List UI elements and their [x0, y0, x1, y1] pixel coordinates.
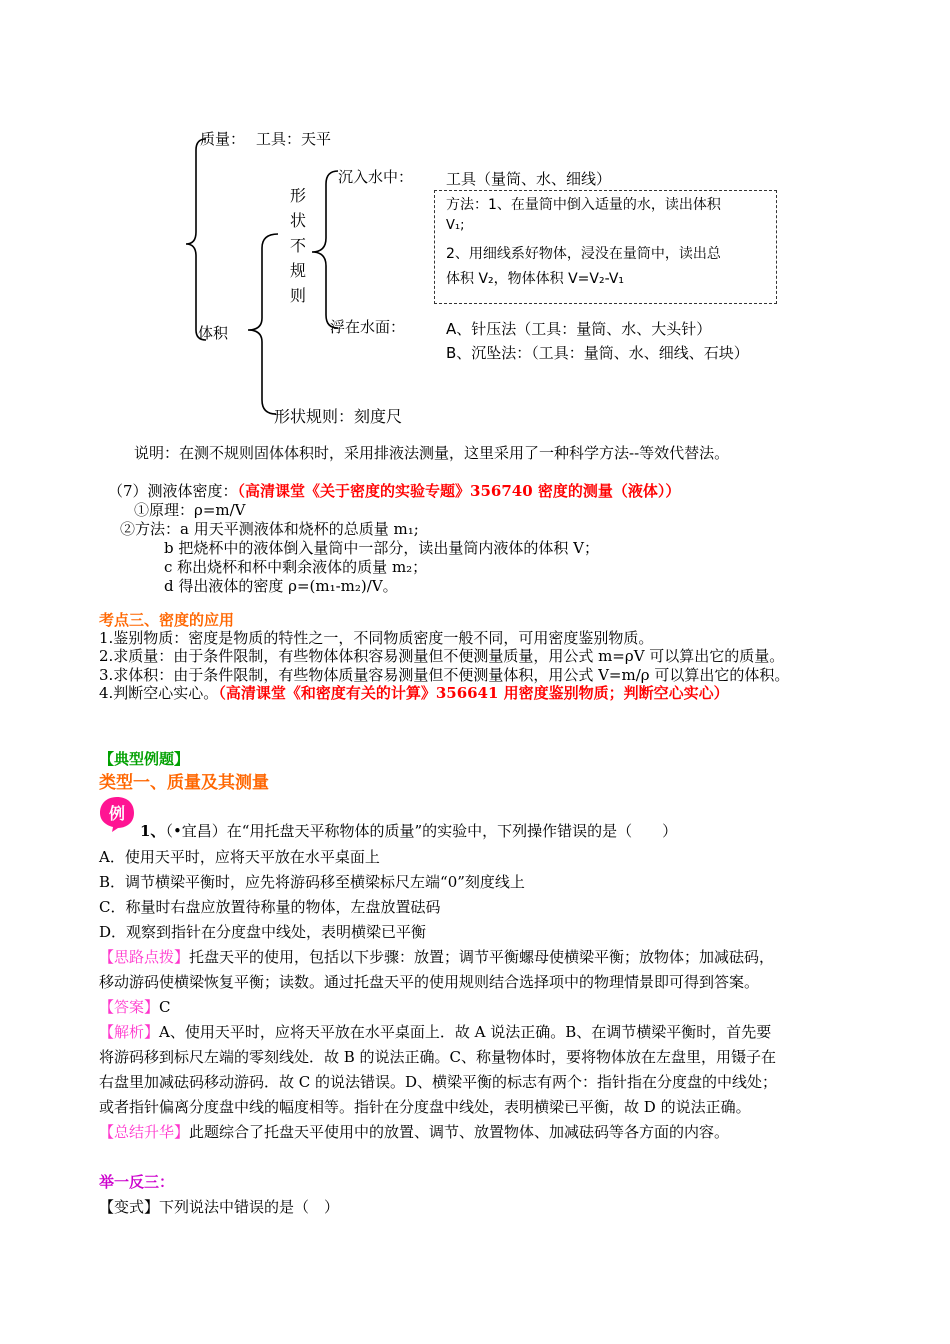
method-step-b: b 把烧杯中的液体倒入量筒中一部分，读出量筒内液体的体积 V；	[164, 539, 599, 557]
kaodian3-item-1: 1.鉴别物质：密度是物质的特性之一，不同物质密度一般不同，可用密度鉴别物质。	[99, 629, 654, 647]
irregular-shape-label: 形 状 不 规 则	[289, 186, 306, 305]
hint-label: 【思路点拨】	[99, 948, 190, 966]
method-line-3: 体积 V₂，物体体积 V=V₂-V₁	[446, 271, 625, 287]
method-step-d: d 得出液体的密度 ρ=(m₁-m₂)/V。	[164, 577, 398, 595]
summary-line: 【总结升华】此题综合了托盘天平使用中的放置、调节、放置物体、加减砝码等各方面的内容。	[99, 1123, 730, 1141]
analysis-label: 【解析】	[99, 1023, 160, 1041]
float-method-b: B、沉坠法：（工具：量筒、水、细线、石块）	[446, 344, 749, 362]
hint-line-2: 移动游码使横梁恢复平衡；读数。通过托盘天平的使用规则结合选择项中的物理情景即可得到答案。	[99, 973, 760, 991]
practice-heading: 举一反三：	[99, 1173, 175, 1191]
option-d: D．观察到指针在分度盘中线处，表明横梁已平衡	[99, 923, 427, 941]
note-text: 说明：在测不规则固体体积时，采用排液法测量，这里采用了一种科学方法--等效代替法。	[134, 444, 730, 462]
kaodian3-item-3: 3.求体积：由于条件限制，有些物体质量容易测量但不便测量体积，用公式 V=m/ρ 可以算出它的体积。	[99, 666, 790, 684]
principle-text: ①原理：ρ=m/V	[134, 501, 246, 519]
method-step-a: ②方法：a 用天平测液体和烧杯的总质量 m₁;	[120, 520, 419, 538]
option-c: C．称量时右盘应放置待称量的物体，左盘放置砝码	[99, 898, 441, 916]
sink-tool: 工具（量筒、水、细线）	[446, 170, 612, 188]
section7-heading: （7）测液体密度：（高清课堂《关于密度的实验专题》356740 密度的测量（液体））	[108, 482, 681, 500]
kaodian3-link[interactable]: （高清课堂《和密度有关的计算》356641 用密度鉴别物质；判断空心实心）	[218, 684, 729, 702]
answer-value: C	[159, 998, 171, 1016]
answer-label: 【答案】	[99, 998, 160, 1016]
section7-link[interactable]: （高清课堂《关于密度的实验专题》356740 密度的测量（液体））	[237, 482, 681, 500]
sink-label: 沉入水中：	[338, 168, 414, 186]
variant-question: 【变式】下列说法中错误的是（ ）	[99, 1198, 340, 1216]
hint-line-1: 【思路点拨】托盘天平的使用，包括以下步骤：放置；调节平衡螺母使横梁平衡；放物体；加减砝码，	[99, 948, 775, 966]
analysis-line-4: 或者指针偏离分度盘中线的幅度相等。指针在分度盘中线处，表明横梁已平衡，故 D 的说法正确。	[99, 1098, 751, 1116]
float-method-a: A、针压法（工具：量筒、水、大头针）	[446, 320, 712, 338]
method-line-2: 2、用细线系好物体，浸没在量筒中，读出总	[446, 246, 721, 262]
example-badge-icon	[98, 795, 136, 833]
analysis-line-2: 将游码移到标尺左端的零刻线处．故 B 的说法正确。C、称量物体时，要将物体放在左盘里，用镊子在	[99, 1048, 777, 1066]
question-1: 1、（•宜昌）在“用托盘天平称物体的质量”的实验中，下列操作错误的是（ ）	[140, 822, 678, 840]
answer-line	[99, 997, 171, 1017]
type1-title: 类型一、质量及其测量	[99, 773, 269, 793]
kaodian3-title: 考点三、密度的应用	[99, 611, 235, 629]
option-b: B．调节横梁平衡时，应先将游码移至横梁标尺左端“0”刻度线上	[99, 873, 525, 891]
method-v1: V₁;	[446, 218, 465, 233]
mass-label: 质量：	[200, 130, 246, 148]
kaodian3-item-2: 2.求质量：由于条件限制，有些物体体积容易测量但不便测量质量，用公式 m=ρV 可以算出它的质量。	[99, 647, 785, 665]
volume-label: 体积	[198, 324, 229, 342]
analysis-line-1: 【解析】A、使用天平时，应将天平放在水平桌面上．故 A 说法正确。B、在调节横梁平衡时，首先要	[99, 1023, 772, 1041]
badge-text: 例	[108, 804, 126, 823]
method-line-1: 方法：1、在量筒中倒入适量的水，读出体积	[446, 197, 721, 213]
kaodian3-item-4: 4.判断空心实心。（高清课堂《和密度有关的计算》356641 用密度鉴别物质；判断空心实心）	[99, 684, 729, 702]
option-a: A．使用天平时，应将天平放在水平桌面上	[99, 848, 380, 866]
method-step-c: c 称出烧杯和杯中剩余液体的质量 m₂；	[164, 558, 428, 576]
regular-shape-label: 形状规则：刻度尺	[274, 407, 403, 426]
float-label: 浮在水面：	[330, 318, 406, 336]
examples-header: 【典型例题】	[99, 750, 190, 768]
mass-tool: 工具：天平	[256, 130, 332, 148]
analysis-line-3: 右盘里加减砝码移动游码．故 C 的说法错误。D、横梁平衡的标志有两个：指针指在分度盘的中线处；	[99, 1073, 778, 1091]
summary-label: 【总结升华】	[99, 1123, 190, 1141]
